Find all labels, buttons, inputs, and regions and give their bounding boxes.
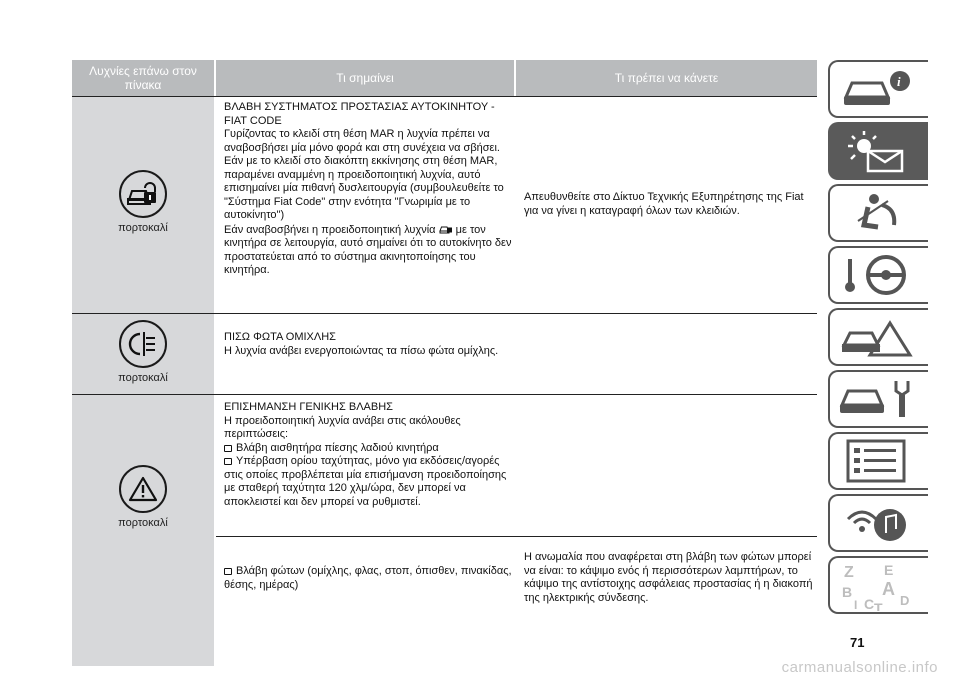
row-divider xyxy=(216,536,817,537)
list-item: Βλάβη φώτων (ομίχλης, φλας, στοπ, όπισθεν, πινακίδας, θέσης, ημέρας) xyxy=(224,565,512,591)
chapter-tab-technical-data[interactable] xyxy=(828,432,928,490)
chapter-tab-warning-lights[interactable] xyxy=(828,122,928,180)
meaning-cell xyxy=(224,401,512,509)
row-divider xyxy=(72,96,817,97)
meaning-title: ΕΠΙΣΗΜΑΝΣΗ ΓΕΝΙΚΗΣ ΒΛΑΒΗΣ xyxy=(224,401,393,413)
header-lamps: Λυχνίες επάνω στον πίνακα xyxy=(72,60,214,96)
header-meaning: Τι σημαίνει xyxy=(216,60,514,96)
index-letter: D xyxy=(900,593,910,608)
meaning-text: Η προειδοποιητική λυχνία ανάβει στις ακόλουθες περιπτώσεις: xyxy=(224,414,461,440)
index-letter: Z xyxy=(844,564,854,581)
meaning-cell xyxy=(224,101,512,278)
watermark: carmanualsonline.info xyxy=(781,659,938,676)
meaning-text: Εάν αναβοσβήνει η προειδοποιητική λυχνία με τον κινητήρα σε λειτουργία, αυτό σημαίνει ότι το αυτοκίνητο δεν προστατεύεται από το σύστημα ακινητοποίησης του κινητήρα. xyxy=(224,223,512,276)
index-letter: A xyxy=(882,579,895,599)
general-warning-icon xyxy=(119,465,167,513)
meaning-text: Εάν με το κλειδί στο διακόπτη εκκίνησης στη θέση MAR, παραμένει αναμμένη η προειδοποιητική λυχνία, αυτό επισημαίνει μία πιθανή δυσλειτουργία (συμβουλευθείτε το "Σύστημα Fiat Code" στην ενότητα "Γνωριμία με το αυτοκίνητο") xyxy=(224,155,504,221)
row-divider xyxy=(72,313,817,314)
chapter-tab-emergency[interactable] xyxy=(828,308,928,366)
chapter-tab-multimedia[interactable] xyxy=(828,494,928,552)
lamp-color-label: πορτοκαλί xyxy=(118,372,168,384)
meaning-text: Γυρίζοντας το κλειδί στη θέση MAR η λυχνία πρέπει να αναβοσβήσει μία μόνο φορά και στη συνέχεια να σβήσει. xyxy=(224,128,500,154)
meaning-cell xyxy=(224,565,512,592)
chapter-tab-index[interactable] xyxy=(828,556,928,614)
bullet-icon xyxy=(224,568,232,575)
lamp-color-label: πορτοκαλί xyxy=(118,222,168,234)
header-action: Τι πρέπει να κάνετε xyxy=(516,60,817,96)
row-divider xyxy=(72,394,817,395)
chapter-tab-safety[interactable] xyxy=(828,184,928,242)
meaning-title: ΒΛΑΒΗ ΣΥΣΤΗΜΑΤΟΣ ΠΡΟΣΤΑΣΙΑΣ ΑΥΤΟΚΙΝΗΤΟΥ - FIAT CODE xyxy=(224,101,495,127)
index-letter: E xyxy=(884,562,894,578)
chapter-tab-car-info[interactable] xyxy=(828,60,928,118)
chapter-tab-starting-driving[interactable] xyxy=(828,246,928,304)
bullet-icon xyxy=(224,458,232,465)
immobilizer-key-icon xyxy=(119,170,167,218)
lamp-cell xyxy=(72,170,214,234)
lamp-cell xyxy=(72,320,214,384)
immobilizer-inline-icon xyxy=(439,223,453,234)
rear-fog-light-icon xyxy=(119,320,167,368)
list-item: Βλάβη αισθητήρα πίεσης λαδιού κινητήρα xyxy=(224,442,512,456)
index-letter: B xyxy=(842,584,853,600)
index-letter: T xyxy=(874,600,883,611)
meaning-text: Η λυχνία ανάβει ενεργοποιώντας τα πίσω φώτα ομίχλης. xyxy=(224,344,499,357)
chapter-tab-maintenance[interactable] xyxy=(828,370,928,428)
meaning-title: ΠΙΣΩ ΦΩΤΑ ΟΜΙΧΛΗΣ xyxy=(224,331,336,343)
svg-text:i: i xyxy=(897,74,901,89)
lamp-cell xyxy=(72,465,214,529)
list-item: Υπέρβαση ορίου ταχύτητας, μόνο για εκδόσεις/αγορές στις οποίες προβλέπεται μία επισήμανση προειδοποίησης με σταθερή ταχύτητα 120 χλμ/ώρα, δεν μπορεί να αποκλειστεί και δεν μπορεί να ρυθμιστεί. xyxy=(224,455,507,508)
index-letter: C xyxy=(864,596,875,611)
index-letter: I xyxy=(854,598,858,611)
meaning-cell xyxy=(224,331,512,358)
action-cell: Η ανωμαλία που αναφέρεται στη βλάβη των φώτων μπορεί να είναι: το κάψιμο ενός ή περισσότερων λαμπτήρων, το κάψιμο της αντίστοιχης ασφάλειας προστασίας ή η διακοπή της ηλεκτρικής σύνδεσης. xyxy=(524,551,813,604)
action-cell: Απευθυνθείτε στο Δίκτυο Τεχνικής Εξυπηρέτησης της Fiat για να γίνει η καταγραφή όλων των κλειδιών. xyxy=(524,191,804,217)
bullet-icon xyxy=(224,445,232,452)
lamp-color-label: πορτοκαλί xyxy=(118,517,168,529)
page-number: 71 xyxy=(850,635,865,650)
